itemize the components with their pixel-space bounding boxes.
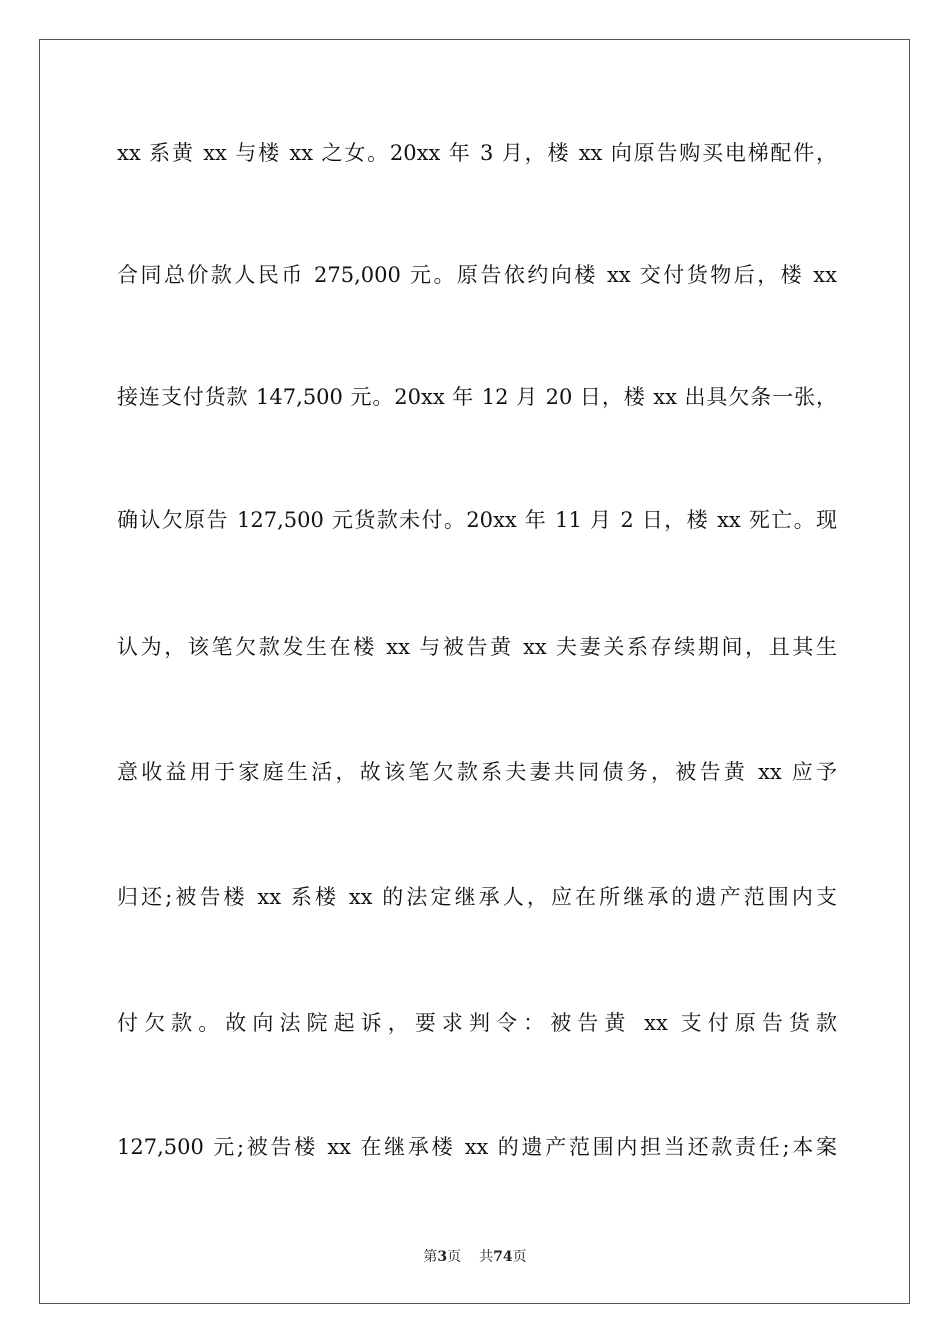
text-line-2: 合同总价款人民币 275,000 元。原告依约向楼 xx 交付货物后，楼 xx [117, 263, 837, 287]
text-line-5: 认为，该笔欠款发生在楼 xx 与被告黄 xx 夫妻关系存续期间，且其生 [117, 635, 837, 659]
page-suffix: 页 [447, 1249, 462, 1265]
page-footer [0, 1246, 950, 1266]
text-line-7: 归还;被告楼 xx 系楼 xx 的法定继承人，应在所继承的遗产范围内支 [117, 885, 837, 909]
total-pages: 74 [493, 1249, 513, 1265]
page-border [39, 39, 910, 1304]
total-suffix: 页 [512, 1249, 527, 1265]
text-line-8: 付欠款。故向法院起诉，要求判令：被告黄 xx 支付原告货款 [117, 1011, 837, 1035]
text-line-6: 意收益用于家庭生活，故该笔欠款系夫妻共同债务，被告黄 xx 应予 [117, 760, 837, 784]
text-line-4: 确认欠原告 127,500 元货款未付。20xx 年 11 月 2 日，楼 xx 死亡。现 [117, 508, 837, 532]
text-line-3: 接连支付货款 147,500 元。20xx 年 12 月 20 日，楼 xx 出具欠条一张， [117, 385, 837, 409]
total-prefix: 共 [479, 1249, 494, 1265]
page-number: 3 [437, 1249, 448, 1265]
text-line-1: xx 系黄 xx 与楼 xx 之女。20xx 年 3 月，楼 xx 向原告购买电梯配件， [117, 141, 837, 165]
text-line-9: 127,500 元;被告楼 xx 在继承楼 xx 的遗产范围内担当还款责任;本案 [117, 1135, 837, 1159]
page-prefix: 第 [423, 1249, 438, 1265]
